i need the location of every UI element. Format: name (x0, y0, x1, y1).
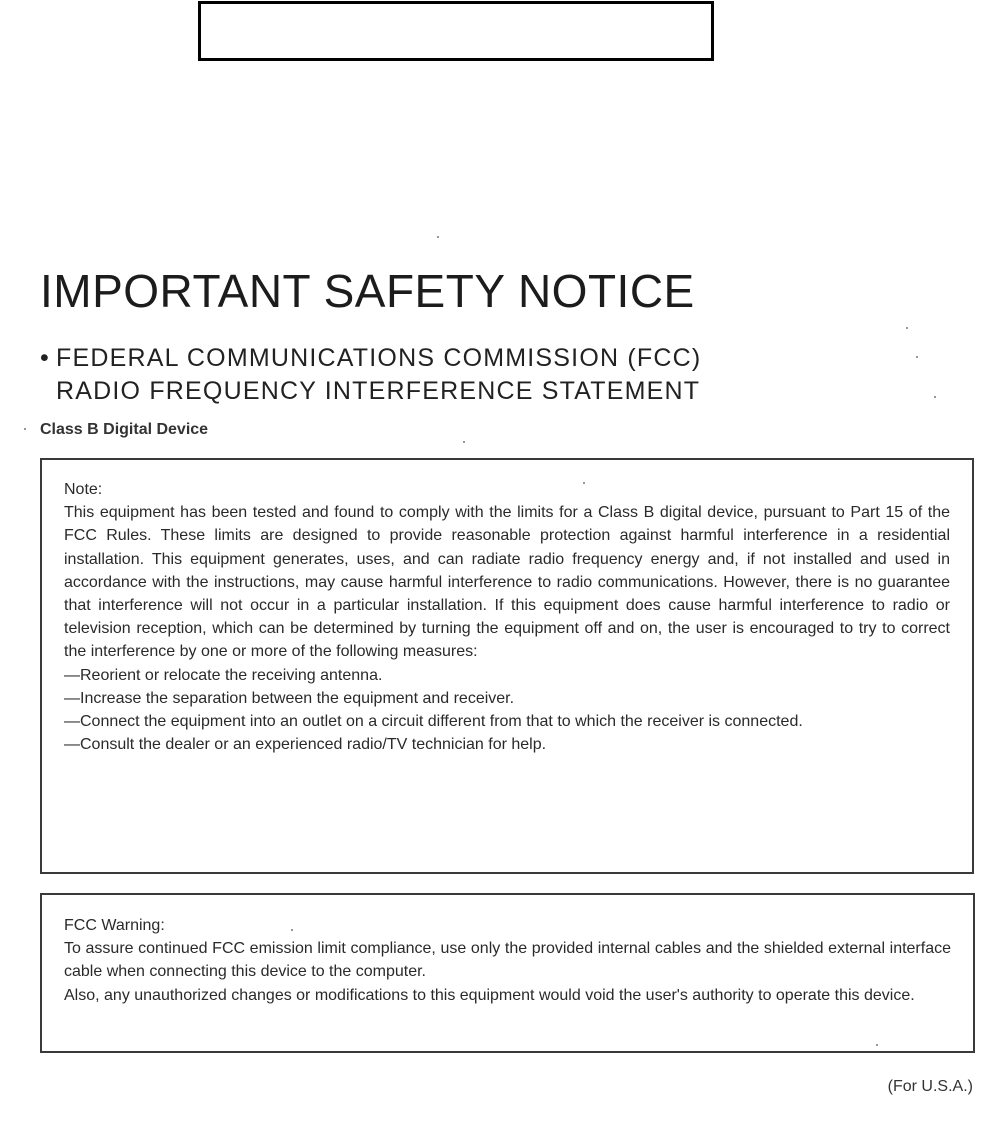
fcc-warning-heading: FCC Warning: (64, 917, 165, 934)
fcc-warning-box (40, 893, 975, 1053)
list-item: — Connect the equipment into an outlet on a circuit different from that to which the receiver is connected. (64, 710, 950, 733)
list-item: — Consult the dealer or an experienced radio/TV technician for help. (64, 733, 950, 756)
fcc-statement-heading (40, 342, 701, 408)
fcc-warning-paragraph-1: To assure continued FCC emission limit compliance, use only the provided internal cables and the shielded external interface cable when connecting this device to the computer. (64, 940, 951, 981)
scan-speck (934, 396, 936, 398)
blank-label-box (198, 1, 714, 61)
fcc-warning-paragraph-2: Also, any unauthorized changes or modifications to this equipment would void the user's authority to operate this device. (64, 986, 915, 1004)
scan-speck (583, 482, 585, 484)
page-title: IMPORTANT SAFETY NOTICE (40, 265, 695, 317)
list-item: — Reorient or relocate the receiving antenna. (64, 664, 950, 687)
note-box (40, 458, 974, 874)
note-body: This equipment has been tested and found to comply with the limits for a Class B digital device, pursuant to Part 15 of the FCC Rules. These limits are designed to provide reasonable protection against harmful interference in a residential installation. This equipment generates, uses, and can radiate radio frequency energy and, if not installed and used in accordance with the instructions, may cause harmful interference to radio communications. However, there is no guarantee that interference will not occur in a particular installation. If this equipment does cause harmful interference to radio or television reception, which can be determined by turning the equipment off and on, the user is encouraged to try to correct the interference by one or more of the following measures: (64, 504, 950, 661)
note-heading: Note: (64, 481, 103, 498)
fcc-heading-line1 (40, 342, 701, 375)
scan-speck (291, 929, 293, 931)
bullet-icon: • (40, 344, 50, 372)
measures-list (64, 664, 950, 757)
scan-speck (463, 441, 465, 443)
list-item: — Increase the separation between the equipment and receiver. (64, 687, 950, 710)
scan-speck (906, 327, 908, 329)
fcc-heading-line2: RADIO FREQUENCY INTERFERENCE STATEMENT (56, 377, 701, 405)
scan-speck (916, 356, 918, 358)
scan-speck (24, 428, 26, 430)
device-class-label: Class B Digital Device (40, 421, 209, 438)
fcc-heading-line1-text: FEDERAL COMMUNICATIONS COMMISSION (FCC) (56, 344, 702, 372)
scan-speck (876, 1044, 878, 1046)
scan-speck (437, 236, 439, 238)
region-note: (For U.S.A.) (887, 1078, 973, 1095)
